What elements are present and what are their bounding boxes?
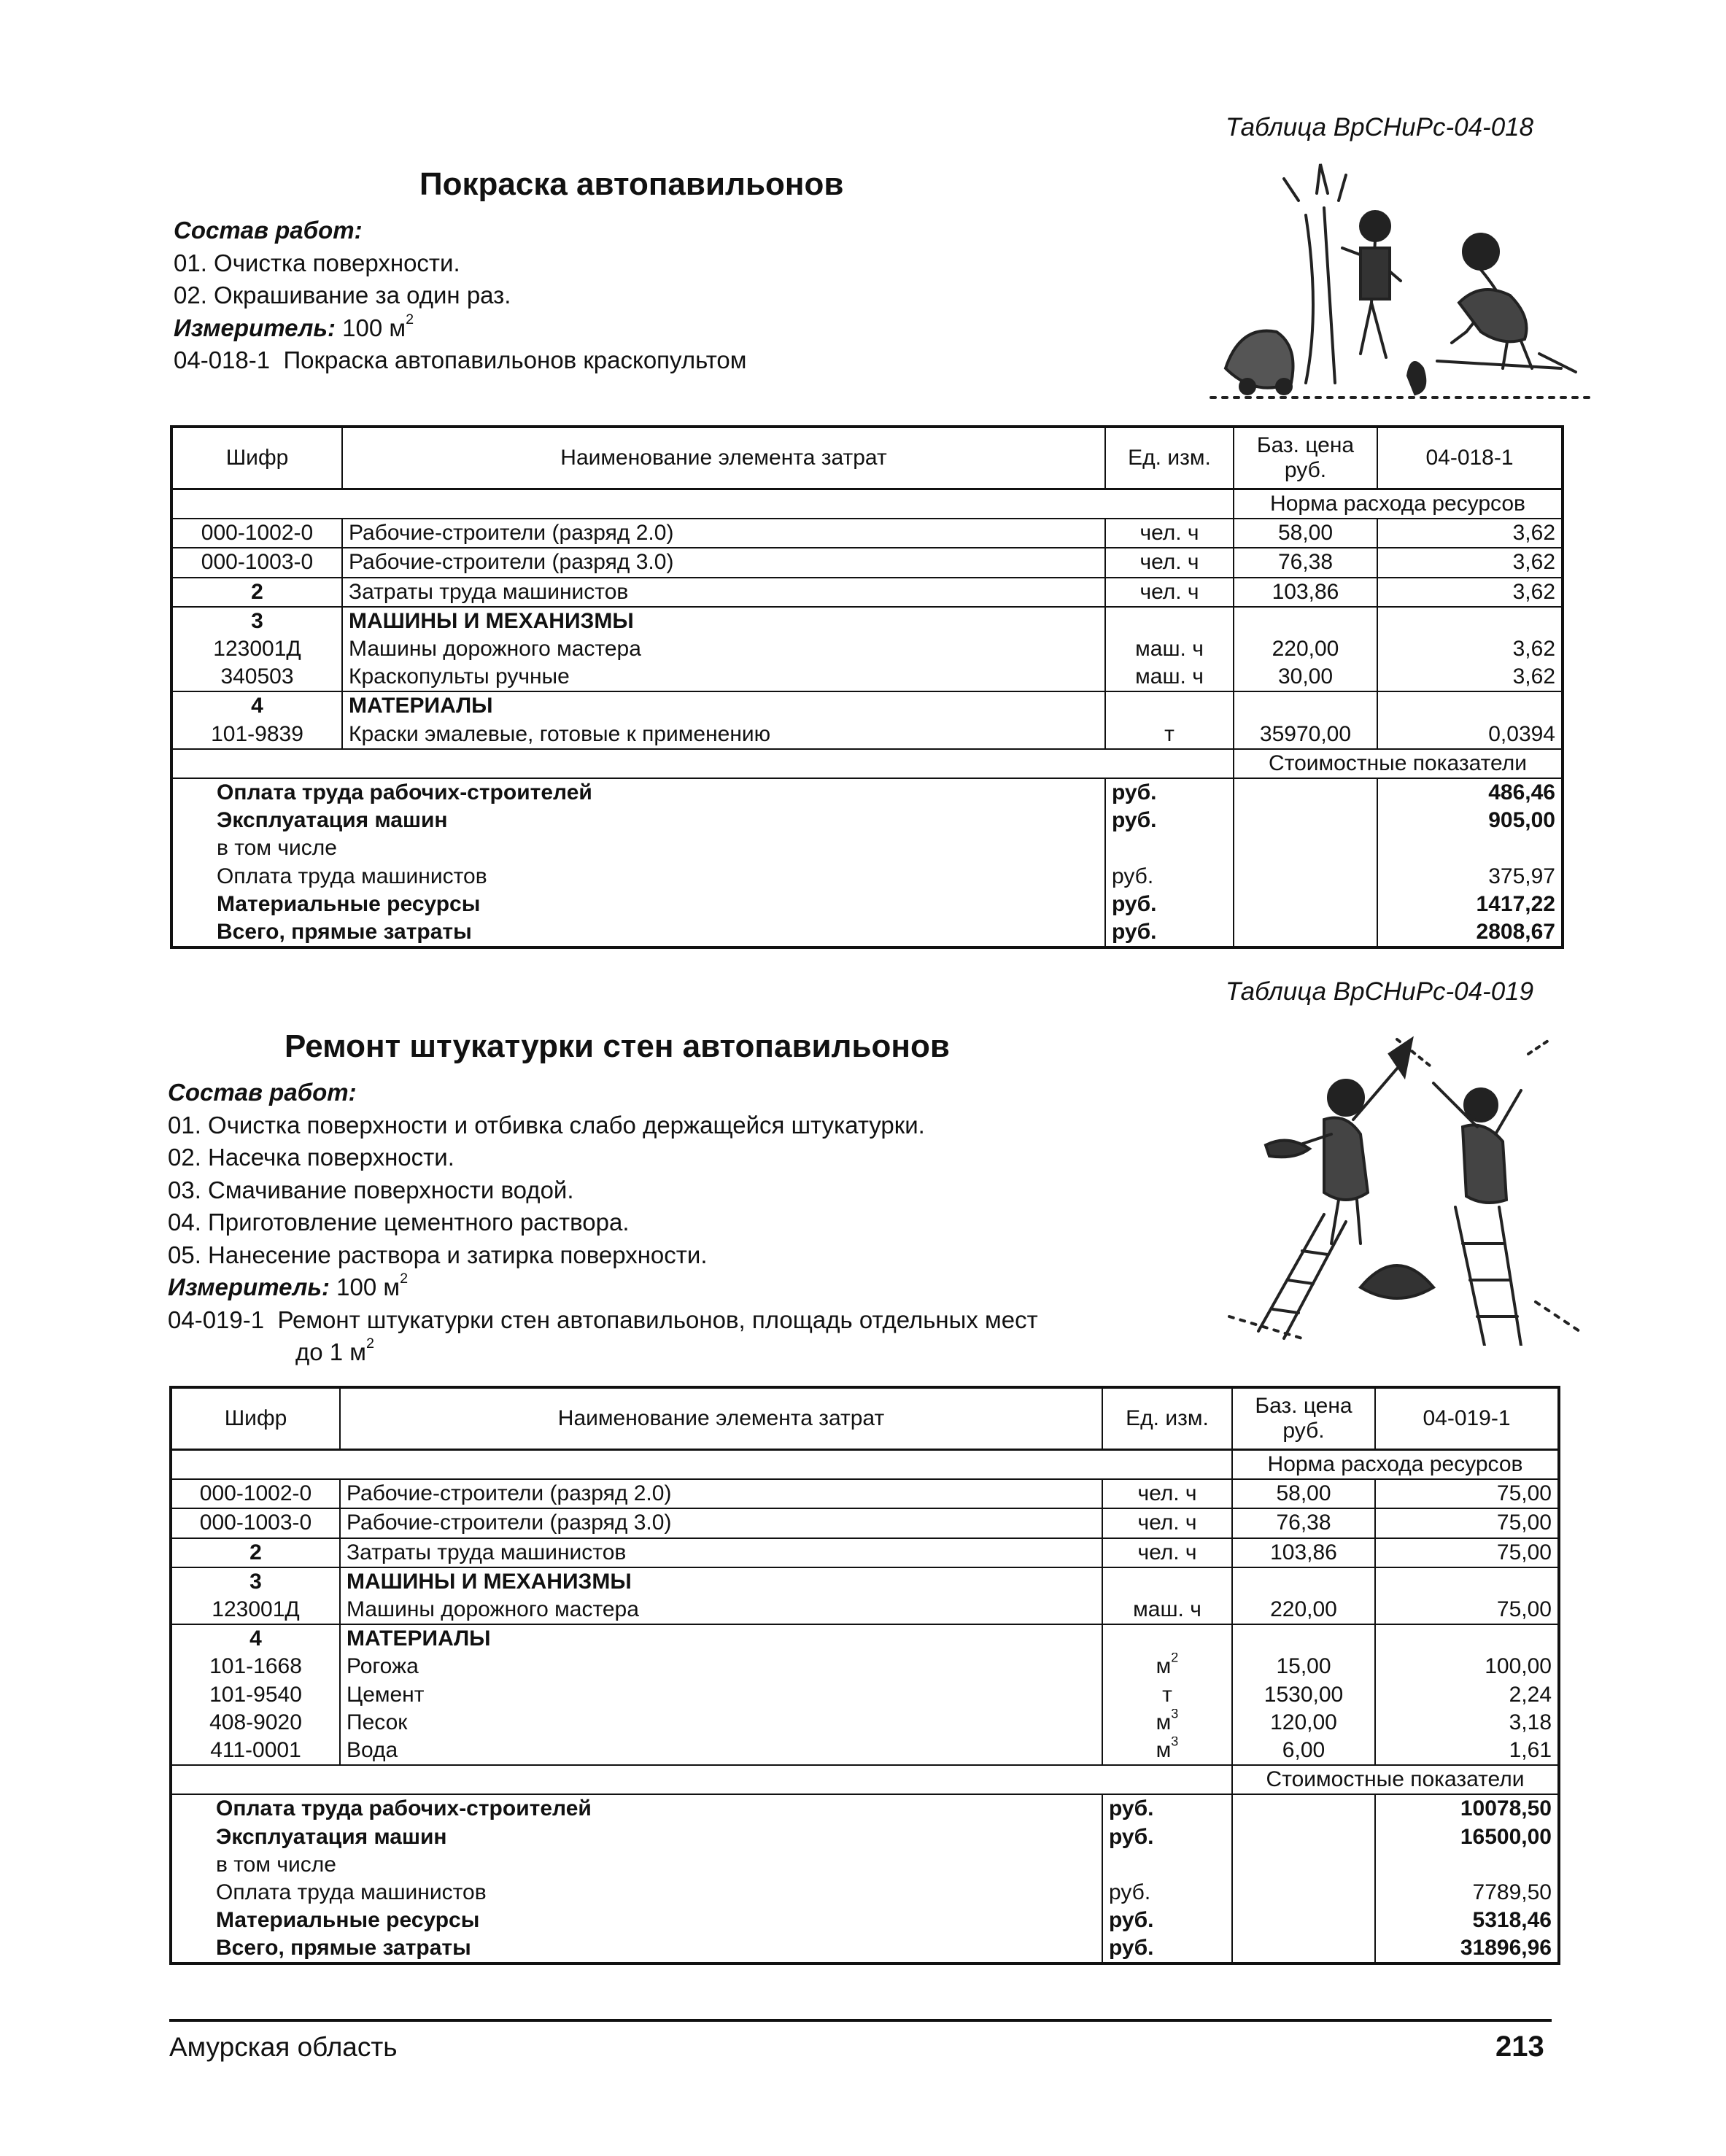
composition-label: Состав работ: <box>168 1079 357 1106</box>
cell-unit: руб. <box>1102 1934 1232 1963</box>
section-title: Ремонт штукатурки стен автопавильонов <box>285 1028 950 1064</box>
cell-unit: руб. <box>1105 862 1234 890</box>
meter-label: Измеритель: <box>174 314 336 341</box>
item-code: 04-018-1 <box>174 346 271 373</box>
cell-unit: руб. <box>1102 1794 1232 1823</box>
table-cell <box>171 1765 1232 1794</box>
cell-name: Машины дорожного мастера <box>340 1596 1102 1624</box>
table-cell <box>1102 1681 1232 1709</box>
summary-row <box>171 1879 1559 1907</box>
norm-section-row <box>171 1450 1559 1480</box>
cell-unit <box>1105 691 1234 720</box>
table-row <box>171 519 1563 548</box>
cost-title: Стоимостные показатели <box>1232 1765 1559 1794</box>
table-cell <box>1232 1794 1375 1823</box>
cell-unit <box>1102 1851 1232 1879</box>
meter-value: 100 м <box>336 1273 400 1300</box>
table-cell <box>171 749 1234 778</box>
cell-code: 101-9540 <box>171 1681 340 1709</box>
cell-value: 75,00 <box>1375 1479 1559 1508</box>
summary-row <box>171 862 1563 890</box>
cell-value: 10078,50 <box>1375 1794 1559 1823</box>
table-cell <box>1234 862 1377 890</box>
table-row <box>171 721 1563 749</box>
cell-price: 58,00 <box>1234 519 1377 548</box>
cell-name: Цемент <box>340 1681 1102 1709</box>
cell-code: 2 <box>171 578 342 607</box>
cell-price: 6,00 <box>1232 1737 1375 1765</box>
table-cell <box>1234 807 1377 834</box>
cell-price <box>1232 1624 1375 1653</box>
cell-code: 340503 <box>171 663 342 691</box>
cell-code: 123001Д <box>171 1596 340 1624</box>
cell-name: Песок <box>340 1709 1102 1737</box>
cell-price: 103,86 <box>1232 1538 1375 1567</box>
cell-name: Краскопульты ручные <box>342 663 1105 691</box>
table-cell <box>1234 834 1377 862</box>
table-row <box>171 1681 1559 1709</box>
summary-row <box>171 1907 1559 1934</box>
table-row <box>171 1596 1559 1624</box>
unit-label: м <box>1156 1654 1172 1679</box>
cell-value: 2808,67 <box>1377 918 1563 947</box>
work-step: 02. Насечка поверхности. <box>168 1144 454 1171</box>
cell-value: 2,24 <box>1375 1681 1559 1709</box>
summary-row <box>171 834 1563 862</box>
meter-line <box>168 1271 1038 1304</box>
cell-name: Рабочие-строители (разряд 2.0) <box>340 1479 1102 1508</box>
header-name: Наименование элемента затрат <box>342 427 1105 489</box>
page-number: 213 <box>1495 2031 1544 2063</box>
cell-value: 905,00 <box>1377 807 1563 834</box>
item-code: 04-019-1 <box>168 1306 265 1333</box>
cell-label: Эксплуатация машин <box>171 807 1105 834</box>
item-line-continued <box>168 1336 1038 1369</box>
cell-unit <box>1102 1567 1232 1596</box>
header-column: 04-019-1 <box>1375 1387 1559 1450</box>
cell-price: 58,00 <box>1232 1479 1375 1508</box>
summary-row <box>171 1934 1559 1963</box>
summary-row <box>171 1823 1559 1850</box>
work-composition <box>174 214 746 377</box>
cell-value <box>1377 691 1563 720</box>
cell-value: 31896,96 <box>1375 1934 1559 1963</box>
cell-value: 75,00 <box>1375 1596 1559 1624</box>
cell-price: 120,00 <box>1232 1709 1375 1737</box>
table-cell <box>1102 1737 1232 1765</box>
cell-label: Оплата труда машинистов <box>171 862 1105 890</box>
cell-unit: руб. <box>1105 778 1234 807</box>
norm-title: Норма расхода ресурсов <box>1232 1450 1559 1480</box>
cell-name: МАШИНЫ И МЕХАНИЗМЫ <box>342 607 1105 635</box>
cell-unit <box>1105 607 1234 635</box>
cell-value: 75,00 <box>1375 1508 1559 1537</box>
cell-unit: маш. ч <box>1102 1596 1232 1624</box>
work-step: 01. Очистка поверхности. <box>174 249 460 276</box>
cell-value: 1417,22 <box>1377 891 1563 918</box>
work-step: 02. Окрашивание за один раз. <box>174 282 511 309</box>
item-description-sup: 2 <box>366 1335 375 1352</box>
item-line <box>168 1304 1038 1337</box>
cell-value: 3,62 <box>1377 548 1563 577</box>
cell-name: Рабочие-строители (разряд 2.0) <box>342 519 1105 548</box>
cell-value: 3,18 <box>1375 1709 1559 1737</box>
cell-code: 2 <box>171 1538 340 1567</box>
cell-code: 000-1003-0 <box>171 1508 340 1537</box>
unit-sup: 2 <box>1171 1653 1179 1666</box>
cell-value: 3,62 <box>1377 578 1563 607</box>
cell-name: Вода <box>340 1737 1102 1765</box>
cell-unit: чел. ч <box>1102 1508 1232 1537</box>
cost-table <box>170 425 1564 949</box>
table-row <box>171 635 1563 663</box>
cell-unit: руб. <box>1102 1823 1232 1850</box>
summary-row <box>171 1794 1559 1823</box>
cell-unit: руб. <box>1105 807 1234 834</box>
cell-value <box>1375 1624 1559 1653</box>
unit-label: т <box>1162 1682 1172 1707</box>
footer-divider <box>169 2019 1552 2022</box>
table-cell <box>171 1450 1232 1480</box>
cell-name: Рогожа <box>340 1653 1102 1680</box>
cell-unit: чел. ч <box>1105 519 1234 548</box>
cell-value <box>1375 1567 1559 1596</box>
cell-unit: чел. ч <box>1105 578 1234 607</box>
cell-value: 5318,46 <box>1375 1907 1559 1934</box>
header-price: Баз. цена руб. <box>1234 427 1377 489</box>
painters-illustration <box>1196 150 1605 419</box>
cell-value: 486,46 <box>1377 778 1563 807</box>
cell-value: 16500,00 <box>1375 1823 1559 1850</box>
table-label: Таблица ВрСНиРс-04-019 <box>1226 977 1534 1006</box>
table-row <box>171 548 1563 577</box>
cost-title: Стоимостные показатели <box>1234 749 1563 778</box>
cell-code: 123001Д <box>171 635 342 663</box>
item-description-continued: до 1 м <box>295 1338 366 1365</box>
table-cell <box>1102 1709 1232 1737</box>
table-cell <box>1232 1907 1375 1934</box>
cell-label: Всего, прямые затраты <box>171 918 1105 947</box>
cell-name: Краски эмалевые, готовые к применению <box>342 721 1105 749</box>
header-code: Шифр <box>171 427 342 489</box>
norm-title: Норма расхода ресурсов <box>1234 489 1563 519</box>
cell-price <box>1234 607 1377 635</box>
cell-value <box>1377 834 1563 862</box>
table-row <box>171 663 1563 691</box>
item-line <box>174 344 746 377</box>
unit-label: м <box>1156 1737 1172 1762</box>
cell-unit: руб. <box>1102 1879 1232 1907</box>
cell-code: 411-0001 <box>171 1737 340 1765</box>
cell-value: 3,62 <box>1377 635 1563 663</box>
cell-code: 3 <box>171 1567 340 1596</box>
cell-label: Оплата труда рабочих-строителей <box>171 778 1105 807</box>
summary-row <box>171 891 1563 918</box>
table-cell <box>1234 918 1377 947</box>
cell-value: 75,00 <box>1375 1538 1559 1567</box>
cell-price <box>1232 1567 1375 1596</box>
table-row <box>171 578 1563 607</box>
category-row <box>171 1624 1559 1653</box>
cell-price: 76,38 <box>1234 548 1377 577</box>
work-composition <box>168 1077 1038 1369</box>
cost-section-row <box>171 749 1563 778</box>
cell-value <box>1377 607 1563 635</box>
cell-value: 0,0394 <box>1377 721 1563 749</box>
cell-price: 15,00 <box>1232 1653 1375 1680</box>
cell-unit: руб. <box>1105 891 1234 918</box>
work-step: 03. Смачивание поверхности водой. <box>168 1176 574 1203</box>
cell-value: 375,97 <box>1377 862 1563 890</box>
cell-price: 103,86 <box>1234 578 1377 607</box>
table-row <box>171 1508 1559 1537</box>
table-row <box>171 1538 1559 1567</box>
table-header-row <box>171 1387 1559 1450</box>
section-title: Покраска автопавильонов <box>419 166 844 202</box>
summary-row <box>171 1851 1559 1879</box>
cell-unit: чел. ч <box>1102 1479 1232 1508</box>
cost-table <box>169 1386 1560 1965</box>
cell-name: Затраты труда машинистов <box>340 1538 1102 1567</box>
work-step: 05. Нанесение раствора и затирка поверхности. <box>168 1241 708 1268</box>
cell-unit: руб. <box>1105 918 1234 947</box>
cell-code: 4 <box>171 1624 340 1653</box>
cell-code: 000-1002-0 <box>171 1479 340 1508</box>
cell-label: Материальные ресурсы <box>171 891 1105 918</box>
summary-row <box>171 807 1563 834</box>
table-row <box>171 1479 1559 1508</box>
item-description: Ремонт штукатурки стен автопавильонов, площадь отдельных мест <box>277 1306 1038 1333</box>
cell-code: 101-9839 <box>171 721 342 749</box>
cell-name: Затраты труда машинистов <box>342 578 1105 607</box>
summary-row <box>171 918 1563 947</box>
cell-unit <box>1102 1624 1232 1653</box>
cell-code: 000-1002-0 <box>171 519 342 548</box>
category-row <box>171 607 1563 635</box>
cell-price: 220,00 <box>1234 635 1377 663</box>
table-cell <box>1232 1851 1375 1879</box>
unit-label: м <box>1156 1710 1172 1734</box>
cell-unit: чел. ч <box>1105 548 1234 577</box>
norm-section-row <box>171 489 1563 519</box>
cell-value: 1,61 <box>1375 1737 1559 1765</box>
cell-unit <box>1105 834 1234 862</box>
cell-unit: маш. ч <box>1105 635 1234 663</box>
cell-label: Материальные ресурсы <box>171 1907 1102 1934</box>
cell-label: Всего, прямые затраты <box>171 1934 1102 1963</box>
table-row <box>171 1653 1559 1680</box>
cell-label: Оплата труда рабочих-строителей <box>171 1794 1102 1823</box>
meter-sup: 2 <box>406 311 414 327</box>
table-cell <box>1234 778 1377 807</box>
cell-value: 3,62 <box>1377 519 1563 548</box>
work-step: 04. Приготовление цементного раствора. <box>168 1209 630 1236</box>
cell-price: 35970,00 <box>1234 721 1377 749</box>
cell-price: 30,00 <box>1234 663 1377 691</box>
table-row <box>171 1709 1559 1737</box>
header-unit: Ед. изм. <box>1102 1387 1232 1450</box>
cell-unit: руб. <box>1102 1907 1232 1934</box>
table-cell <box>1232 1934 1375 1963</box>
cell-price: 1530,00 <box>1232 1681 1375 1709</box>
table-cell <box>1232 1823 1375 1850</box>
cell-label: в том числе <box>171 1851 1102 1879</box>
cell-code: 101-1668 <box>171 1653 340 1680</box>
table-cell <box>171 489 1234 519</box>
cell-code: 4 <box>171 691 342 720</box>
plasterers-illustration <box>1215 1025 1587 1346</box>
cell-value: 3,62 <box>1377 663 1563 691</box>
cell-name: Рабочие-строители (разряд 3.0) <box>340 1508 1102 1537</box>
table-cell <box>1102 1653 1232 1680</box>
cell-code: 000-1003-0 <box>171 548 342 577</box>
footer-region: Амурская область <box>169 2032 398 2062</box>
meter-value: 100 м <box>342 314 406 341</box>
cell-name: Рабочие-строители (разряд 3.0) <box>342 548 1105 577</box>
cell-name: Машины дорожного мастера <box>342 635 1105 663</box>
category-row <box>171 691 1563 720</box>
cell-price: 76,38 <box>1232 1508 1375 1537</box>
cell-unit: чел. ч <box>1102 1538 1232 1567</box>
cell-value <box>1375 1851 1559 1879</box>
table-cell <box>1232 1879 1375 1907</box>
cell-name: МАТЕРИАЛЫ <box>340 1624 1102 1653</box>
cell-label: в том числе <box>171 834 1105 862</box>
cost-section-row <box>171 1765 1559 1794</box>
cell-value: 100,00 <box>1375 1653 1559 1680</box>
cell-price: 220,00 <box>1232 1596 1375 1624</box>
unit-sup: 3 <box>1171 1736 1179 1749</box>
unit-sup: 3 <box>1171 1708 1179 1721</box>
cell-code: 3 <box>171 607 342 635</box>
meter-sup: 2 <box>400 1271 409 1287</box>
meter-line <box>174 312 746 345</box>
cell-price <box>1234 691 1377 720</box>
summary-row <box>171 778 1563 807</box>
header-price: Баз. цена руб. <box>1232 1387 1375 1450</box>
cell-name: МАШИНЫ И МЕХАНИЗМЫ <box>340 1567 1102 1596</box>
cell-unit: т <box>1105 721 1234 749</box>
table-cell <box>1234 891 1377 918</box>
cell-label: Эксплуатация машин <box>171 1823 1102 1850</box>
table-header-row <box>171 427 1563 489</box>
composition-label: Состав работ: <box>174 217 363 244</box>
work-step: 01. Очистка поверхности и отбивка слабо держащейся штукатурки. <box>168 1111 925 1139</box>
item-description: Покраска автопавильонов краскопультом <box>283 346 747 373</box>
header-code: Шифр <box>171 1387 340 1450</box>
header-unit: Ед. изм. <box>1105 427 1234 489</box>
cell-name: МАТЕРИАЛЫ <box>342 691 1105 720</box>
cell-code: 408-9020 <box>171 1709 340 1737</box>
table-row <box>171 1737 1559 1765</box>
meter-label: Измеритель: <box>168 1273 330 1300</box>
cell-unit: маш. ч <box>1105 663 1234 691</box>
table-label: Таблица ВрСНиРс-04-018 <box>1226 113 1534 141</box>
cell-label: Оплата труда машинистов <box>171 1879 1102 1907</box>
cell-value: 7789,50 <box>1375 1879 1559 1907</box>
header-column: 04-018-1 <box>1377 427 1563 489</box>
category-row <box>171 1567 1559 1596</box>
header-name: Наименование элемента затрат <box>340 1387 1102 1450</box>
